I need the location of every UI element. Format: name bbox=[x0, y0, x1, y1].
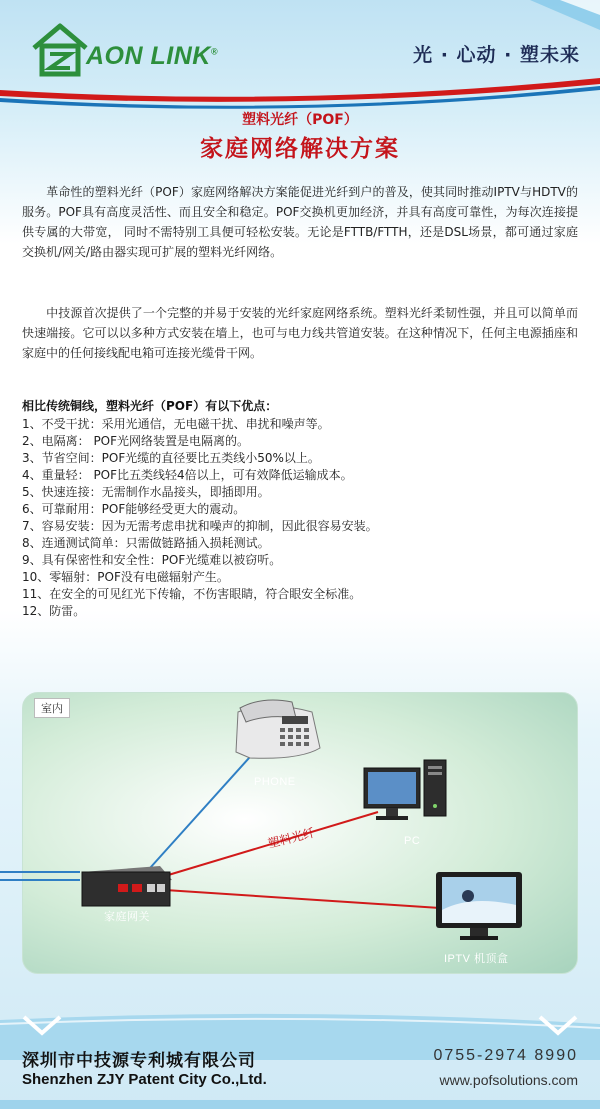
house-logo-icon bbox=[30, 22, 90, 78]
bottom-strip bbox=[0, 1100, 600, 1109]
list-item: 12、防雷。 bbox=[22, 604, 86, 618]
advantages-list bbox=[22, 398, 582, 620]
header bbox=[0, 0, 600, 96]
list-item: 11、在安全的可见红光下传输，不伤害眼睛，符合眼安全标准。 bbox=[22, 587, 362, 601]
iptv-label: IPTV 机顶盒 bbox=[444, 953, 509, 965]
registered-mark: ® bbox=[210, 46, 218, 57]
system-paragraph: 中技源首次提供了一个完整的并易于安装的光纤家庭网络系统。塑料光纤柔韧性强，并且可以简单而快速端接。它可以以多种方式安装在墙上，也可与电力线共管道安装。在这种情况下，任何主电源插座和家庭中的任何接线配电箱可连接光缆骨干网。 bbox=[22, 306, 578, 360]
list-item: 8、连通测试简单：只需做链路插入损耗测试。 bbox=[22, 536, 270, 550]
list-item: 9、具有保密性和安全性：POF光缆难以被窃听。 bbox=[22, 553, 282, 567]
pc-label: PC bbox=[404, 835, 421, 847]
website-link[interactable]: www.pofsolutions.com bbox=[439, 1072, 578, 1088]
footer-chevron-icon bbox=[538, 1015, 578, 1037]
logo-wordmark: AON LINK bbox=[86, 42, 211, 70]
phone-icon bbox=[236, 700, 320, 758]
tv-icon bbox=[436, 872, 522, 940]
page-title: 家庭网络解决方案 bbox=[200, 136, 400, 162]
gateway-icon bbox=[82, 866, 172, 906]
gateway-label: 家庭网关 bbox=[104, 911, 150, 923]
list-item: 7、容易安装：因为无需考虑串扰和噪声的抑制，因此很容易安装。 bbox=[22, 519, 378, 533]
fiber-label: 塑料光纤 bbox=[266, 825, 317, 851]
pc-icon bbox=[364, 760, 446, 820]
slogan: 光 · 心动 · 塑未来 bbox=[413, 44, 580, 66]
list-item: 2、电隔离： POF光网络装置是电隔离的。 bbox=[22, 434, 250, 448]
phone-link-line bbox=[150, 748, 258, 868]
company-name-en: Shenzhen ZJY Patent City Co.,Ltd. bbox=[22, 1071, 267, 1088]
phone-label: PHONE bbox=[254, 776, 296, 788]
list-item: 3、节省空间：POF光缆的直径要比五类线小50%以上。 bbox=[22, 451, 320, 465]
contact-phone: 0755-2974 8990 bbox=[433, 1047, 578, 1064]
list-item: 1、不受干扰：采用光通信，无电磁干扰、串扰和噪声等。 bbox=[22, 417, 330, 431]
intro-paragraph: 革命性的塑料光纤（POF）家庭网络解决方案能促进光纤到户的普及，使其同时推动IPTV与HDTV的服务。POF具有高度灵活性、而且安全和稳定。POF交换机更加经济，并具有高度可靠性，为每次连接提供专属的大带宽， 同时不需特别工具便可轻松安装。无论是FTTB/FTTH，还是DSL场景，都可通过家庭交换机/网关/路由器实现可扩展的塑料光纤网络。 bbox=[22, 185, 578, 259]
iptv-link-line bbox=[165, 890, 440, 908]
corner-deco-icon bbox=[520, 0, 600, 40]
list-item: 6、可靠耐用：POF能够经受更大的震动。 bbox=[22, 502, 246, 516]
logo-text bbox=[86, 42, 218, 71]
page-subtitle: 塑料光纤（POF） bbox=[242, 112, 358, 128]
advantages-heading: 相比传统铜线，塑料光纤（POF）有以下优点： bbox=[22, 399, 278, 413]
company-name-cn: 深圳市中技源专利城有限公司 bbox=[22, 1051, 256, 1071]
list-item: 10、零辐射：POF没有电磁辐射产生。 bbox=[22, 570, 229, 584]
area-label: 室内 bbox=[34, 698, 70, 718]
footer-chevron-icon bbox=[22, 1015, 62, 1037]
list-item: 5、快速连接：无需制作水晶接头，即插即用。 bbox=[22, 485, 270, 499]
list-item: 4、重量轻： POF比五类线轻4倍以上，可有效降低运输成本。 bbox=[22, 468, 353, 482]
logo bbox=[30, 22, 240, 82]
